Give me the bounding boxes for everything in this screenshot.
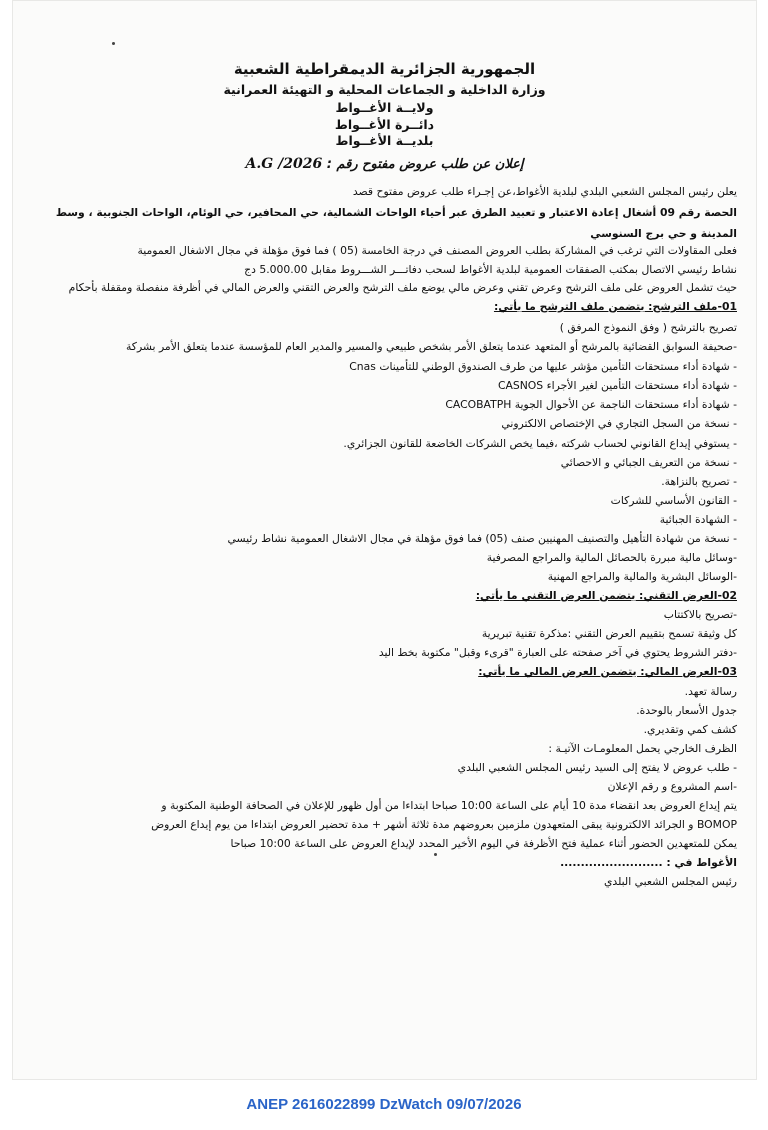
body-line: BOMOP و الجرائد الالكترونية يبقى المتعهدون ملزمين بعروضهم مدة ثلاثة أشهر + مدة تحضير العروض ابتداءا من يوم إيداع العروض	[151, 818, 737, 831]
body-line: -وسائل مالية مبررة بالحصائل المالية والمراجع المصرفية	[486, 551, 737, 564]
body-line: - شهادة أداء مستحقات الناجمة عن الأحوال الجوية CACOBATPH	[445, 398, 737, 411]
body-line: - شهادة أداء مستحقات التأمين لغير الأجراء CASNOS	[497, 379, 737, 392]
body-line: المدينة و حي برج السنوسي	[590, 227, 737, 240]
body-line: -الوسائل البشرية والمالية والمراجع المهنية	[547, 570, 737, 583]
header-wilaya: ولايــة الأغــواط	[335, 100, 434, 115]
body-line: - تصريح بالنزاهة.	[661, 475, 737, 488]
body-line: - نسخة من السجل التجاري في الإختصاص الالكتروني	[501, 417, 737, 430]
announcement-title-text: إعلان عن طلب عروض مفتوح رقم :	[326, 157, 524, 172]
section-heading: 03-العرض المالي: يتضمن العرض المالي ما يأتي:	[478, 665, 737, 678]
header-republic: الجمهورية الجزائرية الديمقراطية الشعبية	[233, 60, 536, 78]
body-line: -تصريح بالاكتتاب	[663, 608, 737, 621]
body-line: - القانون الأساسي للشركات	[610, 494, 737, 507]
body-line: يتم إيداع العروض بعد انقضاء مدة 10 أيام على الساعة 10:00 صباحا ابتداءا من أول ظهور للإعلان في الصحافة الوطنية المكتوبة و	[161, 799, 737, 812]
body-line: حيث تشمل العروض على ملف الترشح وعرض تقني وعرض مالي يوضع ملف الترشح والعرض التقني والعرض المالي في أظرفة منفصلة ومقفلة بأحكام	[68, 281, 737, 294]
header-commune: بلديــة الأغــواط	[335, 133, 434, 148]
scan-speck	[434, 853, 437, 856]
signature-place-date: الأغواط في : .........................	[560, 856, 737, 869]
footer-reference: ANEP 2616022899 DzWatch 09/07/2026	[246, 1096, 522, 1113]
body-line: تصريح بالترشح ( وفق النموذج المرفق )	[559, 321, 737, 334]
header-daira: دائــرة الأغــواط	[334, 117, 435, 132]
body-line: يعلن رئيس المجلس الشعبي البلدي لبلدية الأغواط،عن إجـراء طلب عروض مفتوح قصد	[352, 185, 737, 198]
body-line: -اسم المشروع و رقم الإعلان	[607, 780, 737, 793]
announcement-title	[12, 156, 757, 172]
body-line: - يستوفي إيداع القانوني لحساب شركته ،فيما يخص الشركات الخاضعة للقانون الجزائري.	[343, 437, 737, 450]
body-line: يمكن للمتعهدين الحضور أثناء عملية فتح الأظرفة في اليوم الأخير المحدد لإيداع العروض على الساعة 10:00 صباحا	[230, 837, 737, 850]
body-line: جدول الأسعار بالوحدة.	[636, 704, 737, 717]
scanned-document	[12, 0, 757, 1080]
body-line: الظرف الخارجي يحمل المعلومـات الآتيـة :	[548, 742, 737, 755]
header-ministry: وزارة الداخلية و الجماعات المحلية و التهيئة العمرانية	[223, 82, 546, 97]
section-heading: 02-العرض التقني: يتضمن العرض التقني ما يأتي:	[475, 589, 737, 602]
body-line: رسالة تعهد.	[684, 685, 737, 698]
section-heading: 01-ملف الترشح: يتضمن ملف الترشح ما يأتي:	[493, 300, 737, 313]
body-line: - شهادة أداء مستحقات التأمين مؤشر عليها من طرف الصندوق الوطني للتأمينات Cnas	[349, 360, 737, 373]
body-line: -صحيفة السوابق القضائية بالمرشح أو المتعهد عندما يتعلق الأمر بشخص طبيعي والمسير والمدير العام للمؤسسة عندما يتعلق الأمر بشركة	[126, 340, 737, 353]
body-line: - طلب عروض لا يفتح إلى السيد رئيس المجلس الشعبي البلدي	[457, 761, 737, 774]
body-line: - الشهادة الجبائية	[659, 513, 737, 526]
body-line: -دفتر الشروط يحتوي في آخر صفحته على العبارة "قرىء وقبل" مكتوبة بخط اليد	[378, 646, 737, 659]
body-line: كل وثيقة تسمح بتقييم العرض التقني :مذكرة تقنية تبريرية	[481, 627, 737, 640]
body-line: الحصة رقم 09 أشغال إعادة الاعتبار و تعبيد الطرق عبر أحياء الواحات الشمالية، حي المحافير، حي الوئام، الواحات الجنوبية ، وسط	[55, 206, 737, 219]
signature-title: رئيس المجلس الشعبي البلدي	[603, 875, 737, 888]
body-line: - نسخة من شهادة التأهيل والتصنيف المهنيين صنف (05) فما فوق مؤهلة في مجال الاشغال العمومية نشاط رئيسي	[227, 532, 737, 545]
scan-speck	[112, 42, 115, 45]
body-line: - نسخة من التعريف الجبائي و الاحصائي	[560, 456, 737, 469]
announcement-number: 2026/ A.G	[245, 156, 323, 172]
body-line: نشاط رئيسي الاتصال بمكتب الصفقات العمومية لبلدية الأغواط لسحب دفاتـــر الشـــروط مقابل 5.000.00 دج	[244, 263, 737, 276]
body-line: فعلى المقاولات التي ترغب في المشاركة بطلب العروض المصنف في درجة الخامسة (05 ) فما فوق مؤهلة في مجال الاشغال العمومية	[137, 244, 737, 257]
body-line: كشف كمي وتقديري.	[643, 723, 737, 736]
